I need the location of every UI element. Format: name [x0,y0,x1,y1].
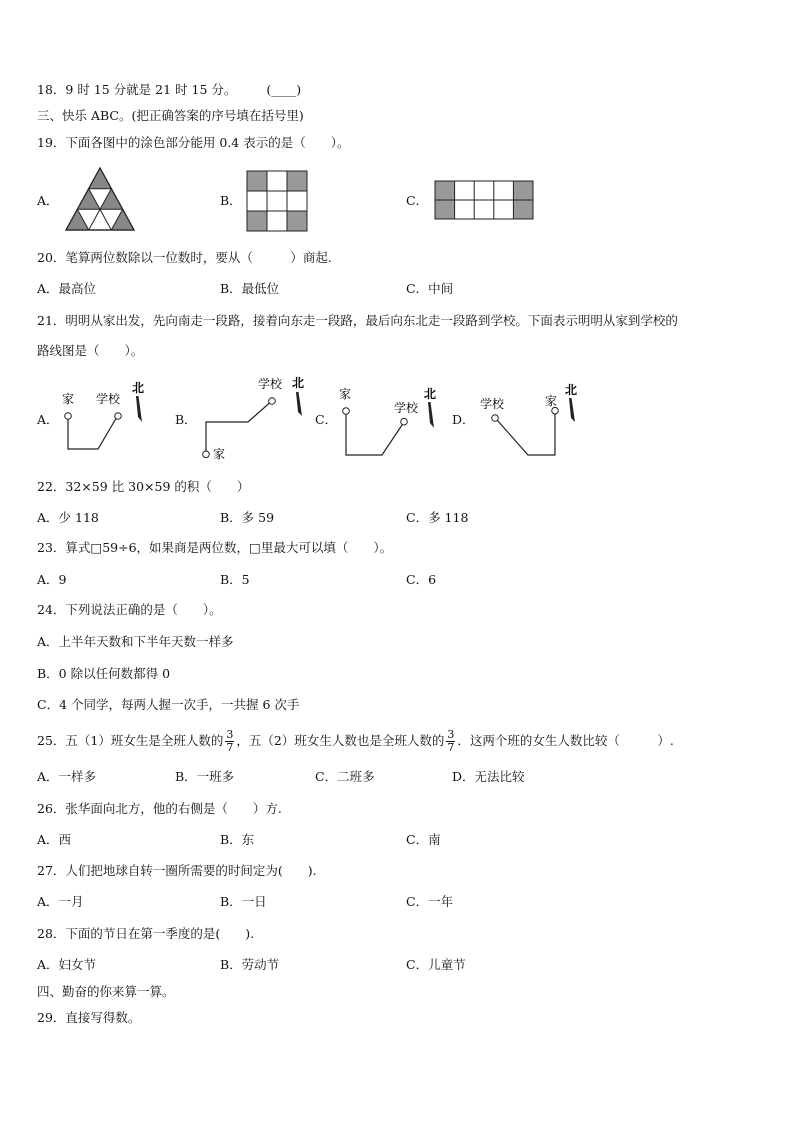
q20-option-c: C．中间 [406,281,454,296]
school-label: 学校 [258,377,283,391]
question-18 [37,82,301,98]
q19-option-a: A． [37,193,59,208]
route-map-d [475,378,585,460]
q24-option-c: C．4 个同学，每两人握一次手，一共握 6 次手 [37,697,300,712]
question-21-line2: 路线图是（ ）。 [37,343,144,358]
triangle-figure [64,166,136,232]
question-28-text: 28．下面的节日在第一季度的是( ). [37,926,255,941]
north-label: 北 [292,376,305,390]
question-29-text: 29．直接写得数。 [37,1010,141,1025]
q26-option-c: C．南 [406,832,441,847]
section-4-heading: 四、勤奋的你来算一算。 [37,984,175,999]
question-25-part1: 25．五（1）班女生是全班人数的 [37,733,224,748]
q21-option-d: D． [452,412,475,427]
q21-option-b: B． [175,412,197,427]
home-label: 家 [545,394,558,408]
question-27-text: 27．人们把地球自转一圈所需要的时间定为( ). [37,863,317,878]
q22-option-c: C．多 118 [406,510,469,525]
school-label: 学校 [480,397,505,411]
q26-option-a: A．西 [37,832,72,847]
q21-option-a: A． [37,412,59,427]
q27-option-b: B．一日 [220,894,267,909]
home-label: 家 [62,392,75,406]
q19-option-b: B． [220,193,242,208]
q22-option-a: A．少 118 [37,510,99,525]
fraction: $\frac{3}{7}$ [226,728,234,754]
q20-option-b: B．最低位 [220,281,280,296]
q27-option-a: A．一月 [37,894,84,909]
question-24-text: 24．下列说法正确的是（ ）。 [37,602,222,617]
grid-2x5-figure [434,180,534,220]
q25-option-d: D．无法比较 [452,769,525,784]
question-18-text: 18．9 时 15 分就是 21 时 15 分。 [37,82,237,97]
school-label: 学校 [394,401,419,415]
q28-option-b: B．劳动节 [220,957,280,972]
answer-bracket: (____) [266,82,302,97]
q26-option-b: B．东 [220,832,255,847]
question-25 [37,725,674,757]
question-26-text: 26．张华面向北方，他的右侧是（ ）方. [37,801,282,816]
q28-option-a: A．妇女节 [37,957,97,972]
q24-option-a: A．上半年天数和下半年天数一样多 [37,634,234,649]
north-label: 北 [565,383,578,397]
q23-option-c: C．6 [406,572,437,587]
route-map-c [336,380,448,460]
q21-option-c: C． [315,412,338,427]
north-arrow-icon [296,392,302,416]
school-label: 学校 [96,392,121,406]
q28-option-c: C．儿童节 [406,957,466,972]
north-arrow-icon [428,402,434,428]
route-map-b [196,372,310,464]
q19-option-c: C． [406,193,429,208]
q25-option-c: C．二班多 [315,769,375,784]
q23-option-a: A．9 [37,572,67,587]
home-label: 家 [213,447,226,461]
q24-option-b: B．0 除以任何数都得 0 [37,666,171,681]
question-25-part3: ．这两个班的女生人数比较（ ）. [457,733,674,748]
q22-option-b: B．多 59 [220,510,275,525]
route-map-a [58,378,158,462]
q25-option-b: B．一班多 [175,769,235,784]
question-25-part2: ，五（2）班女生人数也是全班人数的 [236,733,445,748]
q27-option-c: C．一年 [406,894,454,909]
q25-option-a: A．一样多 [37,769,97,784]
north-arrow-icon [569,398,575,422]
home-label: 家 [339,387,352,401]
question-23-text: 23．算式□59÷6，如果商是两位数，□里最大可以填（ ）。 [37,540,393,555]
section-3-heading: 三、快乐 ABC。(把正确答案的序号填在括号里) [37,108,304,123]
north-label: 北 [132,381,145,395]
north-label: 北 [424,387,437,401]
fraction: $\frac{3}{7}$ [447,728,455,754]
question-20-text: 20．笔算两位数除以一位数时，要从（ ）商起. [37,250,332,265]
question-19-text: 19．下面各图中的涂色部分能用 0.4 表示的是（ ）。 [37,135,350,150]
q23-option-b: B．5 [220,572,250,587]
north-arrow-icon [136,396,142,422]
question-21-line1: 21．明明从家出发，先向南走一段路，接着向东走一段路，最后向东北走一段路到学校。下面表示明明从家到学校的 [37,313,678,328]
question-22-text: 22．32×59 比 30×59 的积（ ） [37,479,250,494]
grid-3x3-figure [246,170,308,232]
q20-option-a: A．最高位 [37,281,97,296]
